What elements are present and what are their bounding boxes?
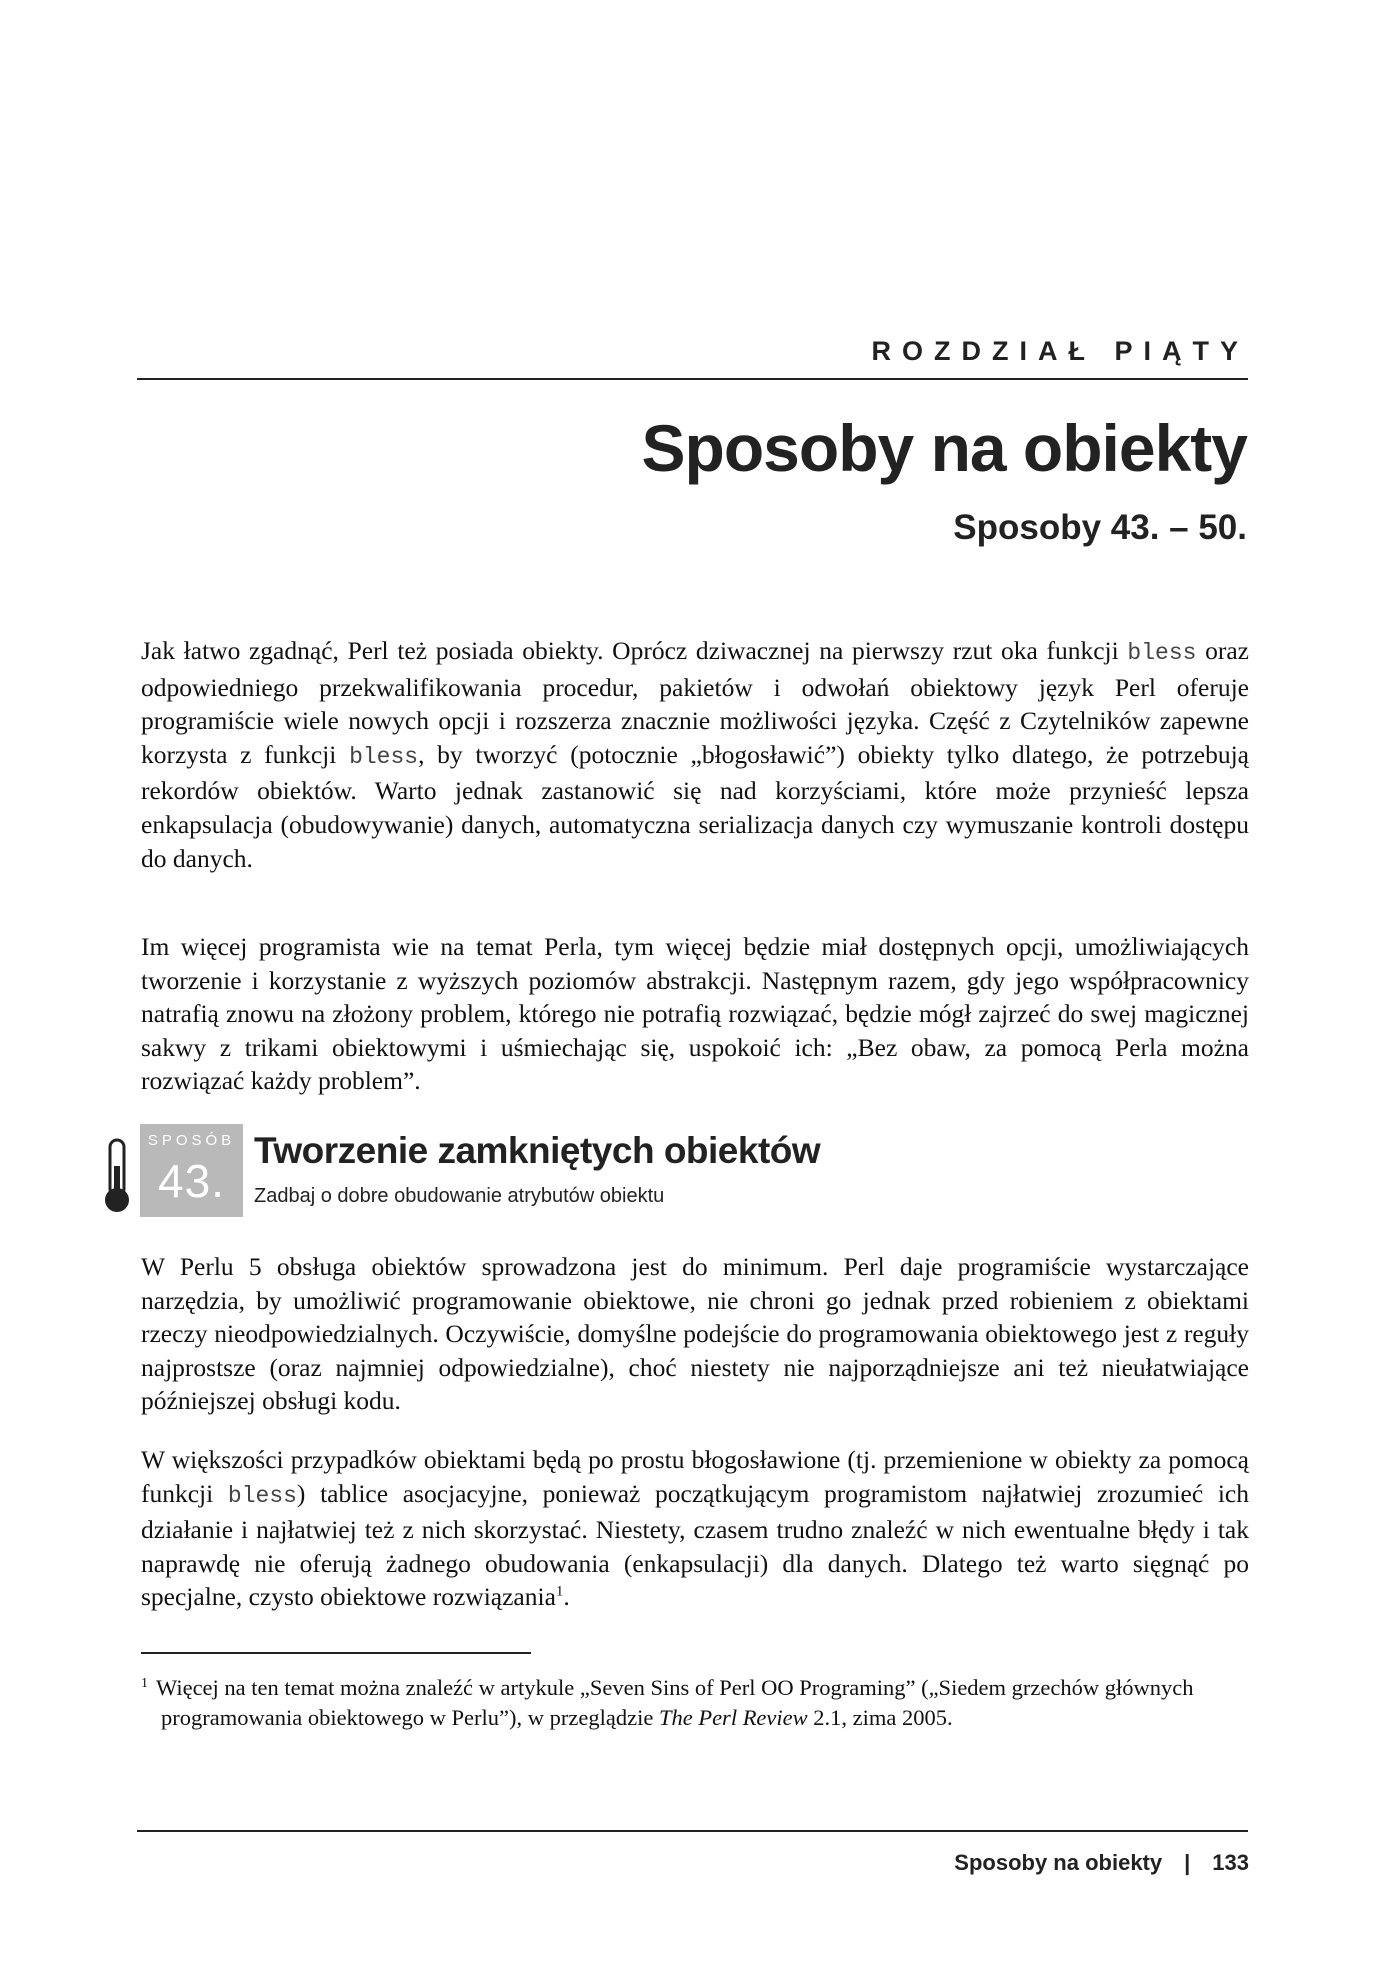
footnote-rule	[141, 1652, 531, 1654]
page-number: 133	[1212, 1850, 1249, 1875]
hack-badge	[140, 1124, 243, 1217]
code-bless: bless	[349, 743, 419, 770]
text-run: W większości przypadków obiektami będą po prostu błogosławione (tj. przemienione w obiekty za pomocą funkcji	[141, 1445, 1249, 1508]
chapter-range: Sposoby 43. – 50.	[953, 508, 1247, 547]
code-bless: bless	[1127, 640, 1197, 666]
text-run: .	[563, 1582, 570, 1612]
text-run: Jak łatwo zgadnąć, Perl też posiada obiekty. Oprócz dziwacznej na pierwszy rzut oka funkcji	[141, 636, 1128, 665]
footnote	[141, 1673, 1261, 1733]
header-rule	[137, 378, 1248, 380]
code-bless: bless	[227, 1482, 297, 1509]
text-run: ) tablice asocjacyjne, ponieważ początkującym programistom najłatwiej zrozumieć ich działanie i najłatwiej też z nich skorzystać. Niestety, czasem trudno znaleźć w nich ewentualne błędy i tak naprawdę nie oferują żadnego obudowania (enkapsulacji) dla danych. Dlatego też warto sięgnąć po specjalne, czysto obiektowe rozwiązania	[141, 1478, 1249, 1612]
text-run: Więcej na ten temat można znaleźć w artykule „Seven Sins of Perl OO Programing” („Siedem grzechów głównych programowania obiektowego w Perlu”), w przeglądzie	[156, 1675, 1194, 1730]
footer-rule	[137, 1830, 1248, 1832]
hack-badge-label: SPOSÓB	[147, 1132, 236, 1149]
hack-paragraph-1: W Perlu 5 obsługa obiektów sprowadzona jest do minimum. Perl daje programiście wystarczające narzędzia, by umożliwić programowanie obiektowe, nie chroni go jednak przed robieniem z obiektami rzeczy nieodpowiedzialnych. Oczywiście, domyślne podejście do programowania obiektowego jest z reguły najprostsze (oraz najmniej odpowiedzialne), choć niestety nie najporządniejsze ani też nieułatwiające późniejszej obsługi kodu.	[141, 1252, 1249, 1416]
thermometer-icon	[100, 1136, 134, 1216]
text-run: , by tworzyć (potocznie „błogosławić”) obiekty tylko dlatego, że potrzebują rekordów obiektów. Warto jednak zastanowić się nad korzyściami, które może przynieść lepsza enkapsulacja (obudowywanie) danych, automatyczna serializacja danych czy wymuszanie kontroli dostępu do danych.	[141, 739, 1249, 873]
page-footer	[954, 1850, 1249, 1876]
chapter-label: ROZDZIAŁ PIĄTY	[871, 336, 1249, 366]
hack-subtitle: Zadbaj o dobre obudowanie atrybutów obiektu	[254, 1185, 665, 1207]
text-run: oraz odpowiedniego przekwalifikowania procedur, pakietów i odwołań obiektowy język Perl oferuje programiście wiele nowych opcji i rozszerza znacznie możliwości języka. Część z Czytelników zapewne korzysta z funkcji	[141, 636, 1249, 769]
intro-paragraph-2: Im więcej programista wie na temat Perla, tym więcej będzie miał dostępnych opcji, umożliwiających tworzenie i korzystanie z wyższych poziomów abstrakcji. Następnym razem, gdy jego współpracownicy natrafią znowu na złożony problem, którego nie potrafią rozwiązać, będzie mógł zajrzeć do swej magicznej sakwy z trikami obiektowymi i uśmiechając się, uspokoić ich: „Bez obaw, za pomocą Perla można rozwiązać każdy problem”.	[141, 932, 1249, 1096]
footnote-mark: 1	[141, 1675, 148, 1691]
hack-paragraph-2	[141, 1443, 1249, 1614]
footer-section-title: Sposoby na obiekty	[954, 1850, 1163, 1875]
publication-title: The Perl Review	[658, 1705, 808, 1730]
footnote-reference[interactable]: 1	[555, 1583, 564, 1600]
chapter-title: Sposoby na obiekty	[641, 411, 1247, 485]
footer-separator: |	[1184, 1850, 1191, 1875]
hack-title: Tworzenie zamkniętych obiektów	[254, 1130, 821, 1171]
intro-paragraph-1	[141, 634, 1249, 875]
hack-badge-number: 43.	[158, 1155, 225, 1207]
text-run: 2.1, zima 2005.	[807, 1705, 953, 1730]
